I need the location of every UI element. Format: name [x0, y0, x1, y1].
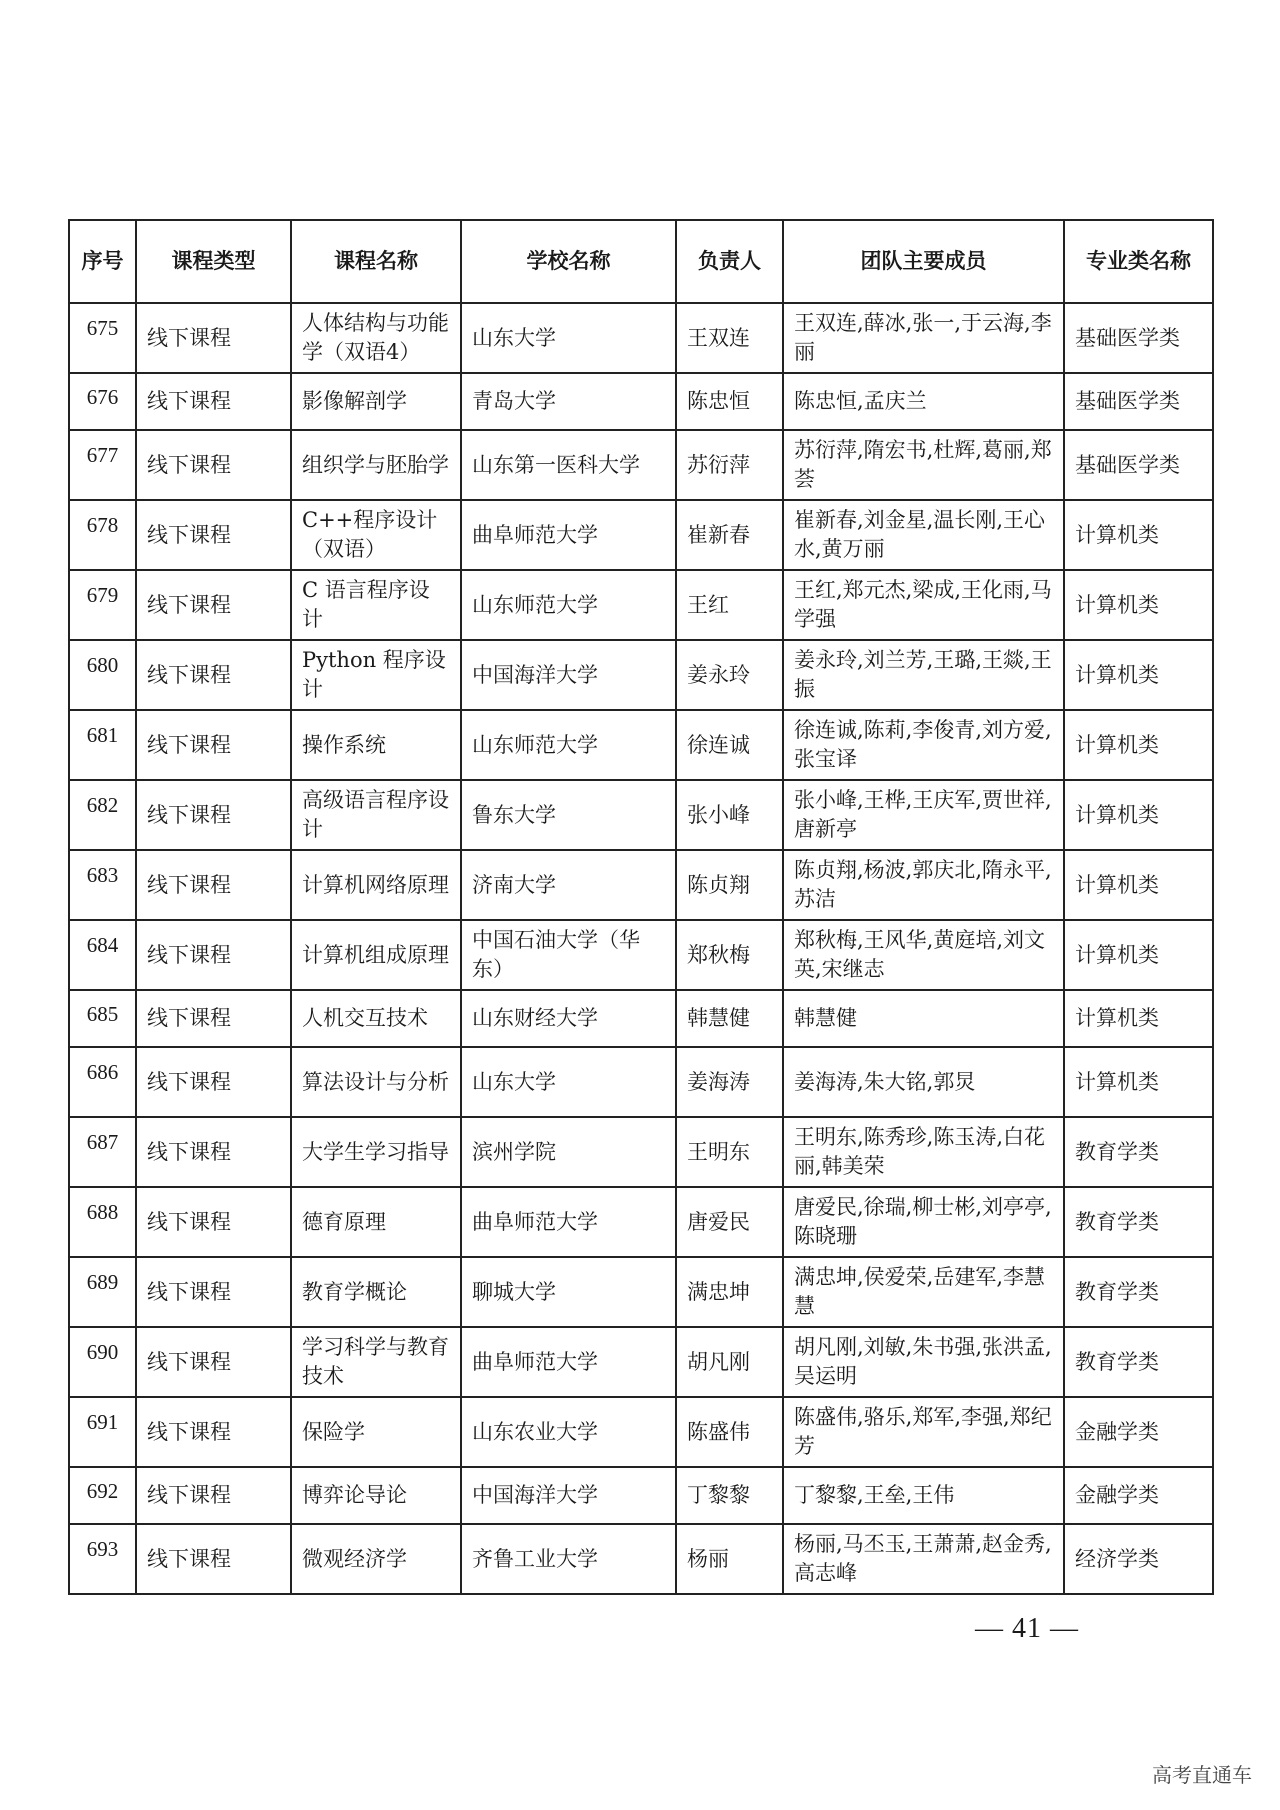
table-row — [69, 430, 1213, 500]
cell-team-members: 崔新春,刘金星,温长刚,王心水,黄万丽 — [783, 500, 1064, 570]
header-seq: 序号 — [69, 220, 136, 303]
cell-lead: 丁黎黎 — [676, 1467, 783, 1524]
cell-seq: 681 — [69, 710, 136, 780]
cell-team-members: 王红,郑元杰,梁成,王化雨,马学强 — [783, 570, 1064, 640]
table-row — [69, 990, 1213, 1047]
cell-lead: 杨丽 — [676, 1524, 783, 1594]
cell-school-name: 曲阜师范大学 — [461, 1187, 676, 1257]
cell-course-name: 高级语言程序设计 — [291, 780, 461, 850]
cell-lead: 唐爱民 — [676, 1187, 783, 1257]
cell-course-type: 线下课程 — [136, 1397, 291, 1467]
cell-major-category: 计算机类 — [1064, 1047, 1213, 1117]
cell-team-members: 郑秋梅,王风华,黄庭培,刘文英,宋继志 — [783, 920, 1064, 990]
cell-school-name: 山东财经大学 — [461, 990, 676, 1047]
header-major-category: 专业类名称 — [1064, 220, 1213, 303]
cell-seq: 675 — [69, 303, 136, 373]
cell-school-name: 山东农业大学 — [461, 1397, 676, 1467]
cell-team-members: 陈盛伟,骆乐,郑军,李强,郑纪芳 — [783, 1397, 1064, 1467]
table-row — [69, 1397, 1213, 1467]
cell-team-members: 苏衍萍,隋宏书,杜辉,葛丽,郑荟 — [783, 430, 1064, 500]
cell-seq: 686 — [69, 1047, 136, 1117]
cell-course-type: 线下课程 — [136, 500, 291, 570]
cell-lead: 韩慧健 — [676, 990, 783, 1047]
table-row — [69, 570, 1213, 640]
cell-major-category: 计算机类 — [1064, 990, 1213, 1047]
cell-major-category: 教育学类 — [1064, 1187, 1213, 1257]
cell-school-name: 齐鲁工业大学 — [461, 1524, 676, 1594]
cell-major-category: 计算机类 — [1064, 780, 1213, 850]
cell-school-name: 曲阜师范大学 — [461, 1327, 676, 1397]
cell-major-category: 金融学类 — [1064, 1397, 1213, 1467]
cell-school-name: 济南大学 — [461, 850, 676, 920]
cell-lead: 满忠坤 — [676, 1257, 783, 1327]
cell-major-category: 计算机类 — [1064, 640, 1213, 710]
cell-course-type: 线下课程 — [136, 1187, 291, 1257]
cell-seq: 688 — [69, 1187, 136, 1257]
cell-school-name: 聊城大学 — [461, 1257, 676, 1327]
course-table — [68, 219, 1214, 1595]
cell-school-name: 中国海洋大学 — [461, 640, 676, 710]
cell-course-type: 线下课程 — [136, 430, 291, 500]
header-team-members: 团队主要成员 — [783, 220, 1064, 303]
header-lead: 负责人 — [676, 220, 783, 303]
table-row — [69, 303, 1213, 373]
cell-seq: 687 — [69, 1117, 136, 1187]
table-row — [69, 1117, 1213, 1187]
cell-course-name: 教育学概论 — [291, 1257, 461, 1327]
table-row — [69, 640, 1213, 710]
cell-school-name: 山东师范大学 — [461, 710, 676, 780]
cell-seq: 677 — [69, 430, 136, 500]
header-course-name: 课程名称 — [291, 220, 461, 303]
cell-major-category: 经济学类 — [1064, 1524, 1213, 1594]
cell-team-members: 王明东,陈秀珍,陈玉涛,白花丽,韩美荣 — [783, 1117, 1064, 1187]
cell-lead: 王明东 — [676, 1117, 783, 1187]
cell-course-name: Python 程序设计 — [291, 640, 461, 710]
header-course-type: 课程类型 — [136, 220, 291, 303]
table-row — [69, 373, 1213, 430]
cell-team-members: 姜永玲,刘兰芳,王璐,王燚,王振 — [783, 640, 1064, 710]
cell-team-members: 丁黎黎,王垒,王伟 — [783, 1467, 1064, 1524]
table-row — [69, 1187, 1213, 1257]
cell-course-type: 线下课程 — [136, 1524, 291, 1594]
cell-course-type: 线下课程 — [136, 640, 291, 710]
cell-school-name: 中国海洋大学 — [461, 1467, 676, 1524]
cell-team-members: 姜海涛,朱大铭,郭炅 — [783, 1047, 1064, 1117]
cell-lead: 胡凡刚 — [676, 1327, 783, 1397]
cell-team-members: 王双连,薛冰,张一,于云海,李丽 — [783, 303, 1064, 373]
table-row — [69, 1257, 1213, 1327]
cell-seq: 684 — [69, 920, 136, 990]
watermark: 高考直通车 — [1152, 1763, 1252, 1787]
cell-school-name: 滨州学院 — [461, 1117, 676, 1187]
cell-major-category: 金融学类 — [1064, 1467, 1213, 1524]
cell-major-category: 计算机类 — [1064, 500, 1213, 570]
table-row — [69, 1524, 1213, 1594]
page-number: — 41 — — [975, 1613, 1079, 1644]
cell-course-name: 保险学 — [291, 1397, 461, 1467]
cell-course-name: 人体结构与功能学（双语4） — [291, 303, 461, 373]
cell-school-name: 青岛大学 — [461, 373, 676, 430]
cell-major-category: 计算机类 — [1064, 710, 1213, 780]
cell-school-name: 山东大学 — [461, 303, 676, 373]
cell-course-type: 线下课程 — [136, 303, 291, 373]
cell-major-category: 基础医学类 — [1064, 373, 1213, 430]
cell-course-name: 大学生学习指导 — [291, 1117, 461, 1187]
cell-seq: 691 — [69, 1397, 136, 1467]
cell-course-name: C++程序设计（双语） — [291, 500, 461, 570]
cell-major-category: 基础医学类 — [1064, 430, 1213, 500]
cell-major-category: 计算机类 — [1064, 920, 1213, 990]
cell-lead: 王双连 — [676, 303, 783, 373]
cell-seq: 679 — [69, 570, 136, 640]
cell-course-name: 博弈论导论 — [291, 1467, 461, 1524]
cell-major-category: 计算机类 — [1064, 850, 1213, 920]
cell-course-name: C 语言程序设计 — [291, 570, 461, 640]
cell-course-type: 线下课程 — [136, 570, 291, 640]
cell-course-name: 组织学与胚胎学 — [291, 430, 461, 500]
cell-course-name: 学习科学与教育技术 — [291, 1327, 461, 1397]
cell-lead: 王红 — [676, 570, 783, 640]
cell-school-name: 山东师范大学 — [461, 570, 676, 640]
cell-lead: 郑秋梅 — [676, 920, 783, 990]
cell-course-name: 计算机网络原理 — [291, 850, 461, 920]
cell-course-type: 线下课程 — [136, 1117, 291, 1187]
table-row — [69, 710, 1213, 780]
cell-team-members: 满忠坤,侯爱荣,岳建军,李慧慧 — [783, 1257, 1064, 1327]
table-row — [69, 850, 1213, 920]
cell-lead: 陈盛伟 — [676, 1397, 783, 1467]
cell-major-category: 基础医学类 — [1064, 303, 1213, 373]
cell-lead: 姜永玲 — [676, 640, 783, 710]
cell-course-type: 线下课程 — [136, 1467, 291, 1524]
cell-team-members: 唐爱民,徐瑞,柳士彬,刘亭亭,陈晓珊 — [783, 1187, 1064, 1257]
cell-course-name: 德育原理 — [291, 1187, 461, 1257]
cell-course-type: 线下课程 — [136, 1327, 291, 1397]
cell-team-members: 韩慧健 — [783, 990, 1064, 1047]
cell-course-type: 线下课程 — [136, 1257, 291, 1327]
header-school-name: 学校名称 — [461, 220, 676, 303]
cell-seq: 676 — [69, 373, 136, 430]
table-body — [69, 303, 1213, 1594]
table-row — [69, 1327, 1213, 1397]
cell-course-type: 线下课程 — [136, 710, 291, 780]
cell-seq: 678 — [69, 500, 136, 570]
cell-major-category: 教育学类 — [1064, 1117, 1213, 1187]
cell-team-members: 徐连诚,陈莉,李俊青,刘方爱,张宝译 — [783, 710, 1064, 780]
cell-lead: 徐连诚 — [676, 710, 783, 780]
cell-school-name: 山东第一医科大学 — [461, 430, 676, 500]
cell-lead: 陈忠恒 — [676, 373, 783, 430]
cell-seq: 680 — [69, 640, 136, 710]
cell-course-name: 算法设计与分析 — [291, 1047, 461, 1117]
cell-seq: 693 — [69, 1524, 136, 1594]
cell-course-name: 影像解剖学 — [291, 373, 461, 430]
cell-seq: 692 — [69, 1467, 136, 1524]
cell-lead: 姜海涛 — [676, 1047, 783, 1117]
cell-lead: 崔新春 — [676, 500, 783, 570]
cell-course-type: 线下课程 — [136, 920, 291, 990]
cell-course-name: 微观经济学 — [291, 1524, 461, 1594]
cell-team-members: 陈贞翔,杨波,郭庆北,隋永平,苏洁 — [783, 850, 1064, 920]
cell-team-members: 陈忠恒,孟庆兰 — [783, 373, 1064, 430]
cell-major-category: 教育学类 — [1064, 1327, 1213, 1397]
cell-major-category: 教育学类 — [1064, 1257, 1213, 1327]
cell-course-name: 计算机组成原理 — [291, 920, 461, 990]
cell-course-type: 线下课程 — [136, 990, 291, 1047]
cell-lead: 张小峰 — [676, 780, 783, 850]
cell-seq: 690 — [69, 1327, 136, 1397]
table-row — [69, 500, 1213, 570]
cell-school-name: 鲁东大学 — [461, 780, 676, 850]
table-row — [69, 1047, 1213, 1117]
cell-school-name: 曲阜师范大学 — [461, 500, 676, 570]
cell-course-type: 线下课程 — [136, 780, 291, 850]
cell-seq: 683 — [69, 850, 136, 920]
cell-team-members: 胡凡刚,刘敏,朱书强,张洪孟,吴运明 — [783, 1327, 1064, 1397]
cell-lead: 苏衍萍 — [676, 430, 783, 500]
cell-school-name: 中国石油大学（华东） — [461, 920, 676, 990]
table-row — [69, 780, 1213, 850]
cell-seq: 685 — [69, 990, 136, 1047]
cell-course-type: 线下课程 — [136, 373, 291, 430]
cell-lead: 陈贞翔 — [676, 850, 783, 920]
cell-school-name: 山东大学 — [461, 1047, 676, 1117]
table-row — [69, 920, 1213, 990]
cell-seq: 689 — [69, 1257, 136, 1327]
cell-course-type: 线下课程 — [136, 1047, 291, 1117]
cell-course-name: 人机交互技术 — [291, 990, 461, 1047]
cell-seq: 682 — [69, 780, 136, 850]
table-header-row — [69, 220, 1213, 303]
cell-course-type: 线下课程 — [136, 850, 291, 920]
table-row — [69, 1467, 1213, 1524]
cell-course-name: 操作系统 — [291, 710, 461, 780]
cell-major-category: 计算机类 — [1064, 570, 1213, 640]
cell-team-members: 杨丽,马丕玉,王萧萧,赵金秀,高志峰 — [783, 1524, 1064, 1594]
cell-team-members: 张小峰,王桦,王庆军,贾世祥,唐新亭 — [783, 780, 1064, 850]
